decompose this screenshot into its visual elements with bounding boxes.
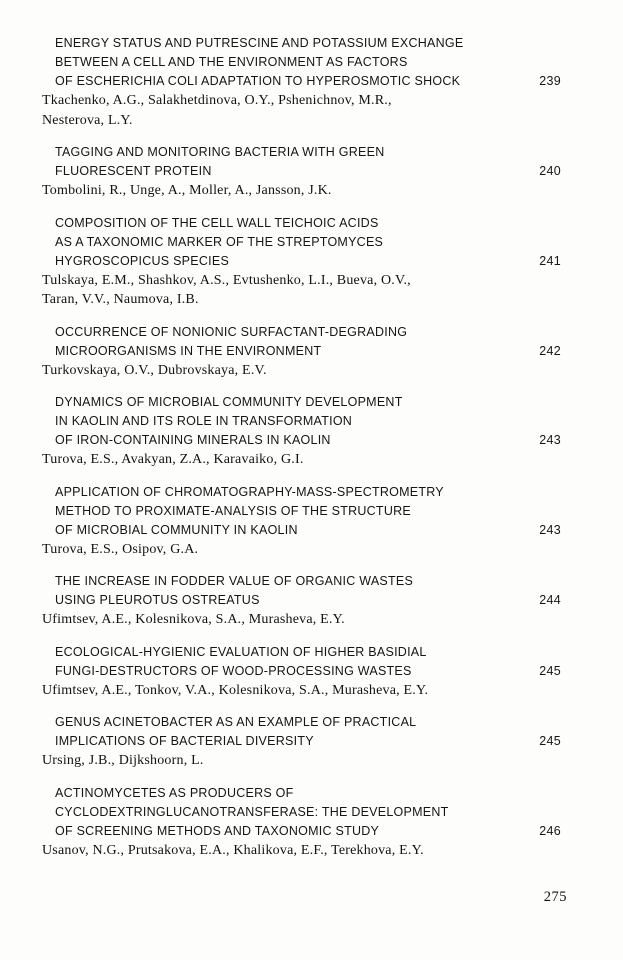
entry-authors-line: Ufimtsev, A.E., Tonkov, V.A., Kolesnikova, S.A., Murasheva, E.Y. (42, 682, 429, 698)
entry-title (42, 572, 561, 610)
entry-authors-line: Taran, V.V., Naumova, I.B. (42, 292, 199, 307)
entry-title (42, 713, 561, 751)
entry-authors-line: Ufimtsev, A.E., Kolesnikova, S.A., Murasheva, E.Y. (42, 612, 345, 627)
title-line: ENERGY STATUS AND PUTRESCINE AND POTASSIUM EXCHANGE (55, 36, 464, 50)
title-line: OF SCREENING METHODS AND TAXONOMIC STUDY 246 (42, 822, 561, 841)
toc-list (42, 34, 561, 873)
title-line: FUNGI-DESTRUCTORS OF WOOD-PROCESSING WASTES 245 (42, 662, 561, 681)
entry-page-number: 240 (539, 164, 561, 178)
title-line: FLUORESCENT PROTEIN 240 (42, 162, 561, 181)
title-line: GENUS ACINETOBACTER AS AN EXAMPLE OF PRACTICAL (55, 715, 417, 729)
entry-page-number: 242 (539, 343, 561, 358)
entry-page-number: 239 (539, 74, 561, 88)
toc-entry (42, 572, 561, 630)
entry-authors-line: Turova, E.S., Avakyan, Z.A., Karavaiko, G.I. (42, 452, 304, 467)
entry-authors (42, 841, 561, 861)
title-line: IMPLICATIONS OF BACTERIAL DIVERSITY 245 (42, 732, 561, 751)
entry-authors-line: Turova, E.S., Osipov, G.A. (42, 541, 199, 557)
title-line: IN KAOLIN AND ITS ROLE IN TRANSFORMATION (55, 414, 353, 428)
title-line: TAGGING AND MONITORING BACTERIA WITH GREEN (55, 145, 385, 159)
title-line: BETWEEN A CELL AND THE ENVIRONMENT AS FACTORS (55, 55, 408, 69)
entry-authors-line: Ursing, J.B., Dijkshoorn, L. (42, 753, 204, 768)
entry-page-number: 243 (539, 522, 561, 537)
entry-title (42, 643, 561, 681)
entry-title (42, 483, 561, 540)
entry-authors (42, 610, 561, 630)
entry-page-number: 246 (539, 823, 561, 838)
toc-entry (42, 393, 561, 470)
entry-authors-line: Tulskaya, E.M., Shashkov, A.S., Evtushenko, L.I., Bueva, O.V., (42, 272, 411, 288)
entry-authors (42, 450, 561, 470)
entry-title (42, 143, 561, 181)
toc-entry (42, 214, 561, 310)
title-line: ACTINOMYCETES AS PRODUCERS OF (55, 785, 294, 800)
entry-authors-line: Turkovskaya, O.V., Dubrovskaya, E.V. (42, 362, 267, 378)
entry-title (42, 393, 561, 450)
toc-entry (42, 483, 561, 560)
toc-entry (42, 323, 561, 381)
entry-page-number: 245 (539, 734, 561, 748)
entry-title (42, 34, 561, 91)
entry-authors (42, 271, 561, 310)
entry-authors (42, 91, 561, 130)
title-line: OCCURRENCE OF NONIONIC SURFACTANT-DEGRADING (55, 324, 408, 339)
entry-title (42, 784, 561, 841)
entry-authors-line: Tkachenko, A.G., Salakhetdinova, O.Y., Pshenichnov, M.R., (42, 93, 392, 108)
entry-authors (42, 361, 561, 381)
toc-entry (42, 34, 561, 130)
entry-authors (42, 751, 561, 771)
footer-page-number: 275 (543, 889, 567, 905)
title-line: CYCLODEXTRINGLUCANOTRANSFERASE: THE DEVELOPMENT (55, 804, 449, 819)
entry-title (42, 323, 561, 361)
entry-title (42, 214, 561, 271)
title-line: AS A TAXONOMIC MARKER OF THE STREPTOMYCES (55, 234, 384, 249)
entry-page-number: 241 (539, 253, 561, 268)
entry-authors-line: Nesterova, L.Y. (42, 112, 133, 128)
title-line: COMPOSITION OF THE CELL WALL TEICHOIC ACIDS (55, 215, 379, 230)
title-line: OF IRON-CONTAINING MINERALS IN KAOLIN 243 (42, 431, 561, 450)
entry-authors (42, 181, 561, 201)
toc-entry (42, 713, 561, 771)
entry-authors-line: Tombolini, R., Unge, A., Moller, A., Jansson, J.K. (42, 183, 332, 198)
entry-authors-line: Usanov, N.G., Prutsakova, E.A., Khalikova, E.F., Terekhova, E.Y. (42, 842, 424, 858)
entry-authors (42, 540, 561, 560)
title-line: THE INCREASE IN FODDER VALUE OF ORGANIC WASTES (55, 574, 414, 588)
toc-entry (42, 143, 561, 201)
title-line: USING PLEUROTUS OSTREATUS 244 (42, 591, 561, 610)
entry-authors (42, 681, 561, 701)
entry-page-number: 243 (539, 433, 561, 447)
title-line: OF ESCHERICHIA COLI ADAPTATION TO HYPEROSMOTIC SHOCK 239 (42, 72, 561, 91)
title-line: APPLICATION OF CHROMATOGRAPHY-MASS-SPECTROMETRY (55, 484, 444, 499)
title-line: MICROORGANISMS IN THE ENVIRONMENT 242 (42, 342, 561, 361)
title-line: HYGROSCOPICUS SPECIES 241 (42, 252, 561, 271)
entry-page-number: 245 (539, 663, 561, 678)
title-line: METHOD TO PROXIMATE-ANALYSIS OF THE STRUCTURE (55, 503, 411, 518)
title-line: ECOLOGICAL-HYGIENIC EVALUATION OF HIGHER BASIDIAL (55, 644, 427, 659)
toc-entry (42, 643, 561, 701)
entry-page-number: 244 (539, 593, 561, 607)
title-line: DYNAMICS OF MICROBIAL COMMUNITY DEVELOPMENT (55, 395, 403, 409)
title-line: OF MICROBIAL COMMUNITY IN KAOLIN 243 (42, 521, 561, 540)
toc-entry (42, 784, 561, 861)
